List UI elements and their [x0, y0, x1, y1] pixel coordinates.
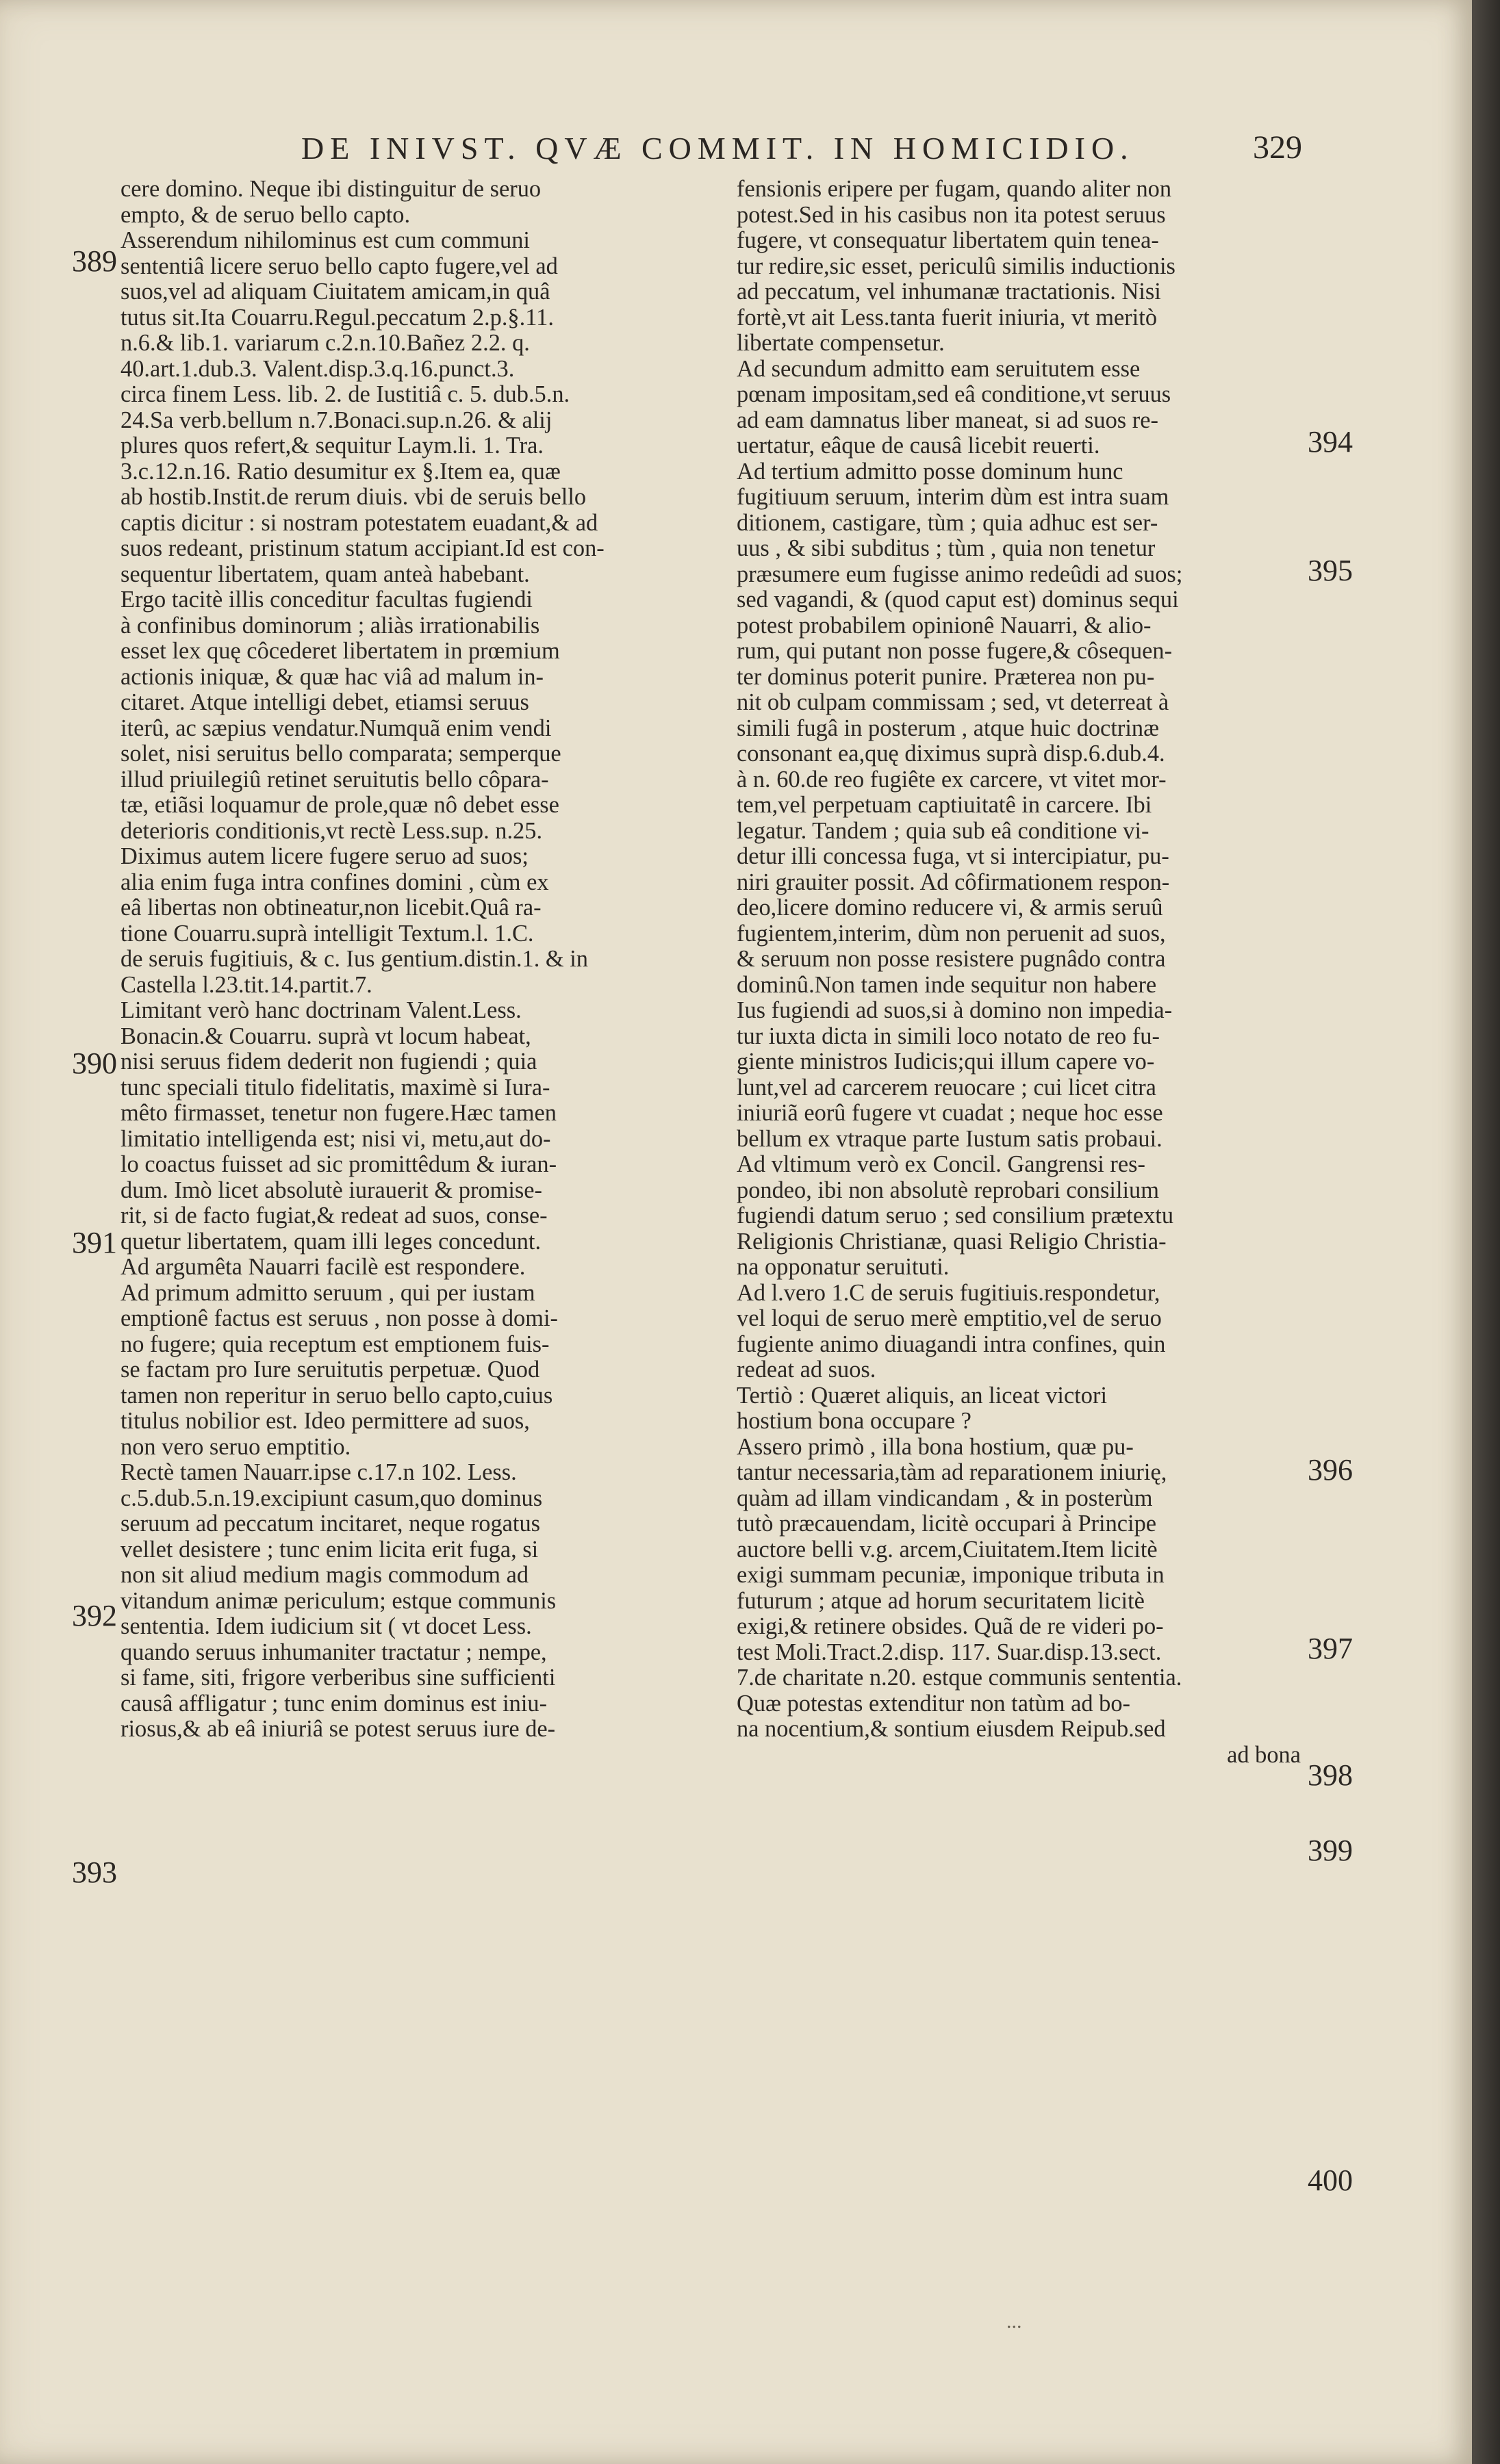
text-line: suos redeant, pristinum statum accipiant.Id est con- — [120, 536, 605, 561]
text-line: Ad secundum admitto eam seruitutem esse — [737, 356, 1141, 382]
text-line: captis dicitur : si nostram potestatem euadant,& ad — [120, 510, 598, 536]
text-line: empto, & de seruo bello capto. — [120, 202, 411, 228]
text-line: simili fugâ in posterum , atque huic doctrinæ — [737, 715, 1160, 741]
text-line: tunc speciali titulo fidelitatis, maximè si Iura- — [120, 1075, 550, 1101]
text-line: no fugere; quia receptum est emptionem fuis- — [120, 1331, 550, 1357]
text-line: Diximus autem licere fugere seruo ad suos; — [120, 844, 529, 869]
text-line: Quæ potestas extenditur non tatùm ad bo- — [737, 1691, 1130, 1717]
text-line: à n. 60.de reo fugiête ex carcere, vt vitet mor- — [737, 767, 1167, 793]
text-line: Ad l.vero 1.C de seruis fugitiuis.respondetur, — [737, 1280, 1160, 1306]
text-line: dum. Imò licet absolutè iurauerit & promise- — [120, 1177, 543, 1203]
text-line: rum, qui putant non posse fugere,& côsequen- — [737, 639, 1173, 664]
text-line: giente ministros Iudicis;qui illum capere vo- — [737, 1049, 1155, 1075]
text-line: tur redire,sic esset, periculû similis inductionis — [737, 253, 1175, 279]
text-line: hostium bona occupare ? — [737, 1409, 971, 1434]
text-line: plures quos refert,& sequitur Laym.li. 1. Tra. — [120, 433, 544, 459]
margin-number: 393 — [72, 1856, 117, 1889]
text-line: test Moli.Tract.2.disp. 117. Suar.disp.13.sect. — [737, 1639, 1162, 1665]
text-line: alia enim fuga intra confines domini , cùm ex — [120, 869, 549, 895]
text-line: causâ affligatur ; tunc enim dominus est iniu- — [120, 1691, 548, 1717]
text-line: quetur libertatem, quam illi leges concedunt. — [120, 1229, 542, 1255]
text-line: tem,vel perpetuam captiuitatê in carcere. Ibi — [737, 793, 1152, 818]
text-line: Ergo tacitè illis conceditur facultas fugiendi — [120, 587, 533, 613]
page-edge-shadow — [1472, 0, 1500, 2464]
text-line: quàm ad illam vindicandam , & in posterùm — [737, 1485, 1153, 1511]
margin-number: 395 — [1308, 554, 1353, 587]
text-line: tutus sit.Ita Couarru.Regul.peccatum 2.p.§.11. — [120, 305, 554, 331]
text-line: c.5.dub.5.n.19.excipiunt casum,quo dominus — [120, 1485, 543, 1511]
text-line: sententiâ licere seruo bello capto fugere,vel ad — [120, 253, 558, 279]
text-line: solet, nisi seruitus bello comparata; semperque — [120, 741, 561, 767]
text-line: potest.Sed in his casibus non ita potest seruus — [737, 202, 1166, 228]
text-line: tamen non reperitur in seruo bello capto,cuius — [120, 1383, 553, 1409]
text-line: Ad tertium admitto posse dominum hunc — [737, 459, 1123, 485]
text-line: se factam pro Iure seruitutis perpetuæ. Quod — [120, 1357, 540, 1383]
text-line: Bonacin.& Couarru. suprà vt locum habeat, — [120, 1023, 531, 1049]
text-line: iterû, ac sæpius vendatur.Numquã enim vendi — [120, 715, 552, 741]
text-line: eâ libertas non obtineatur,non licebit.Quâ ra- — [120, 895, 542, 921]
text-line: circa finem Less. lib. 2. de Iustitiâ c. 5. dub.5.n. — [120, 382, 570, 407]
text-line: Rectè tamen Nauarr.ipse c.17.n 102. Less. — [120, 1460, 517, 1485]
text-line: Assero primò , illa bona hostium, quæ pu- — [737, 1434, 1134, 1460]
text-line: quando seruus inhumaniter tractatur ; nempe, — [120, 1639, 547, 1665]
text-line: fugiendi datum seruo ; sed consilium prætextu — [737, 1203, 1174, 1229]
text-line: tantur necessaria,tàm ad reparationem iniurię, — [737, 1460, 1167, 1485]
text-line: Ad vltimum verò ex Concil. Gangrensi res- — [737, 1152, 1145, 1177]
footer-mark: ... — [1006, 2310, 1022, 2333]
text-line: consonant ea,quę diximus suprà disp.6.dub.4. — [737, 741, 1165, 767]
text-line: deo,licere domino reducere vi, & armis seruû — [737, 895, 1163, 921]
text-line: libertate compensetur. — [737, 331, 945, 356]
text-line: nit ob culpam commissam ; sed, vt deterreat à — [737, 690, 1169, 715]
left-column — [120, 177, 700, 1743]
text-line: Ius fugiendi ad suos,si à domino non impedia- — [737, 998, 1173, 1023]
margin-number: 396 — [1308, 1453, 1353, 1487]
text-line: ad bona — [1227, 1742, 1301, 1768]
text-line: à confinibus dominorum ; aliàs irrationabilis — [120, 613, 540, 639]
text-line: tæ, etiãsi loquamur de prole,quæ nô debet esse — [120, 793, 559, 818]
text-line: lo coactus fuisset ad sic promittêdum & iuran- — [120, 1152, 557, 1177]
text-line: auctore belli v.g. arcem,Ciuitatem.Item licitè — [737, 1537, 1158, 1563]
margin-number: 391 — [72, 1226, 117, 1259]
text-line: Tertiò : Quæret aliquis, an liceat victori — [737, 1383, 1107, 1409]
text-line: suos,vel ad aliquam Ciuitatem amicam,in quâ — [120, 279, 550, 305]
text-line: præsumere eum fugisse animo redeûdi ad suos; — [737, 561, 1183, 587]
text-line: Religionis Christianæ, quasi Religio Christia- — [737, 1229, 1167, 1255]
text-line: Castella l.23.tit.14.partit.7. — [120, 972, 372, 998]
right-column — [737, 177, 1301, 1768]
text-line: citaret. Atque intelligi debet, etiamsi seruus — [120, 690, 529, 715]
text-line: fugere, vt consequatur libertatem quin tenea- — [737, 228, 1159, 253]
margin-number: 392 — [72, 1599, 117, 1632]
text-line: non sit aliud medium magis commodum ad — [120, 1563, 529, 1588]
text-line: Ad argumêta Nauarri facilè est respondere. — [120, 1255, 526, 1280]
margin-number: 397 — [1308, 1632, 1353, 1665]
text-line: ad eam damnatus liber maneat, si ad suos re- — [737, 407, 1158, 433]
text-line: fugientem,interim, dùm non peruenit ad suos, — [737, 921, 1166, 947]
text-line: uertatur, eâque de causâ licebit reuerti. — [737, 433, 1100, 459]
text-line: tutò præcauendam, licitè occupari à Principe — [737, 1511, 1157, 1537]
text-line: ad peccatum, vel inhumanæ tractationis. Nisi — [737, 279, 1161, 305]
text-line: sequentur libertatem, quam anteà habebant. — [120, 561, 530, 587]
text-line: detur illi concessa fuga, vt si intercipiatur, pu- — [737, 844, 1169, 869]
text-line: illud priuilegiû retinet seruitutis bello côpara- — [120, 767, 549, 793]
text-line: pondeo, ibi non absolutè reprobari consilium — [737, 1177, 1159, 1203]
text-line: actionis iniquæ, & quæ hac viâ ad malum in- — [120, 664, 544, 690]
text-line: na opponatur seruituti. — [737, 1255, 950, 1280]
text-line: rit, si de facto fugiat,& redeat ad suos, conse- — [120, 1203, 548, 1229]
text-line: n.6.& lib.1. variarum c.2.n.10.Bañez 2.2. q. — [120, 331, 530, 356]
text-line: exigi summam pecuniæ, imponique tributa in — [737, 1563, 1165, 1588]
text-line: sed vagandi, & (quod caput est) dominus sequi — [737, 587, 1179, 613]
text-line: & seruum non posse resistere pugnâdo contra — [737, 947, 1166, 972]
text-line: fugitiuum seruum, interim dùm est intra suam — [737, 485, 1169, 510]
text-line: Limitant verò hanc doctrinam Valent.Less. — [120, 998, 522, 1023]
text-line: potest probabilem opinionê Nauarri, & alio- — [737, 613, 1152, 639]
margin-number: 390 — [72, 1047, 117, 1080]
margin-number: 398 — [1308, 1758, 1353, 1792]
text-line: 24.Sa verb.bellum n.7.Bonaci.sup.n.26. & alij — [120, 407, 552, 433]
text-line: fensionis eripere per fugam, quando aliter non — [737, 177, 1172, 202]
text-line: emptionê factus est seruus , non posse à domi- — [120, 1306, 558, 1331]
text-line: 40.art.1.dub.3. Valent.disp.3.q.16.punct.3. — [120, 356, 515, 382]
text-line: legatur. Tandem ; quia sub eâ conditione vi- — [737, 818, 1149, 844]
margin-number: 389 — [72, 244, 117, 278]
text-line: titulus nobilior est. Ideo permittere ad suos, — [120, 1409, 530, 1434]
text-line: bellum ex vtraque parte Iustum satis probaui. — [737, 1126, 1162, 1152]
text-line: sententia. Idem iudicium sit ( vt docet Less. — [120, 1614, 532, 1639]
text-line: 3.c.12.n.16. Ratio desumitur ex §.Item ea, quæ — [120, 459, 561, 485]
text-line: futurum ; atque ad horum securitatem licitè — [737, 1588, 1145, 1614]
text-line: seruum ad peccatum incitaret, neque rogatus — [120, 1511, 541, 1537]
text-line: Ad primum admitto seruum , qui per iustam — [120, 1280, 535, 1306]
text-line: vel loqui de seruo merè emptitio,vel de seruo — [737, 1306, 1162, 1331]
running-title: DE INIVST. QVÆ COMMIT. IN HOMICIDIO. — [301, 131, 1134, 166]
text-line: dominû.Non tamen inde sequitur non habere — [737, 972, 1157, 998]
text-line: ab hostib.Instit.de rerum diuis. vbi de seruis bello — [120, 485, 587, 510]
text-line: cere domino. Neque ibi distinguitur de seruo — [120, 177, 542, 202]
text-line: tione Couarru.suprà intelligit Textum.l. 1.C. — [120, 921, 534, 947]
text-line: Asserendum nihilominus est cum communi — [120, 228, 530, 253]
text-line: ter dominus poterit punire. Præterea non pu- — [737, 664, 1155, 690]
text-line: ditionem, castigare, tùm ; quia adhuc est ser- — [737, 510, 1158, 536]
text-line: vitandum animæ periculum; estque communis — [120, 1588, 557, 1614]
text-line: fugiente animo diuagandi intra confines, quin — [737, 1331, 1166, 1357]
text-line: na nocentium,& sontium eiusdem Reipub.sed — [737, 1717, 1166, 1742]
text-line: lunt,vel ad carcerem reuocare ; cui licet citra — [737, 1075, 1156, 1101]
margin-number: 400 — [1308, 2164, 1353, 2197]
text-line: tur iuxta dicta in simili loco notato de reo fu- — [737, 1023, 1160, 1049]
text-line: riosus,& ab eâ iniuriâ se potest seruus iure de- — [120, 1717, 556, 1742]
text-line: uus , & sibi subditus ; tùm , quia non tenetur — [737, 536, 1156, 561]
text-line: mêto firmasset, tenetur non fugere.Hæc tamen — [120, 1101, 557, 1126]
page-number: 329 — [1253, 129, 1302, 166]
text-line: niri grauiter possit. Ad côfirmationem respon- — [737, 869, 1170, 895]
margin-number: 394 — [1308, 425, 1353, 459]
text-line: iniuriã eorû fugere vt cuadat ; neque hoc esse — [737, 1101, 1163, 1126]
text-line: 7.de charitate n.20. estque communis sententia. — [737, 1665, 1182, 1691]
text-line: fortè,vt ait Less.tanta fuerit iniuria, vt meritò — [737, 305, 1158, 331]
text-line: si fame, siti, frigore verberibus sine sufficienti — [120, 1665, 556, 1691]
text-line: deterioris conditionis,vt rectè Less.sup. n.25. — [120, 818, 543, 844]
text-line: nisi seruus fidem dederit non fugiendi ; quia — [120, 1049, 537, 1075]
text-line: de seruis fugitiuis, & c. Ius gentium.distin.1. & in — [120, 947, 588, 972]
text-line: non vero seruo emptitio. — [120, 1434, 351, 1460]
text-line: vellet desistere ; tunc enim licita erit fuga, si — [120, 1537, 539, 1563]
text-line: redeat ad suos. — [737, 1357, 876, 1383]
margin-number: 399 — [1308, 1834, 1353, 1867]
text-line: exigi,& retinere obsides. Quã de re videri po- — [737, 1614, 1164, 1639]
text-line: pœnam impositam,sed eâ conditione,vt seruus — [737, 382, 1171, 407]
text-line: esset lex quę côcederet libertatem in prœmium — [120, 639, 560, 664]
text-line: limitatio intelligenda est; nisi vi, metu,aut do- — [120, 1126, 551, 1152]
